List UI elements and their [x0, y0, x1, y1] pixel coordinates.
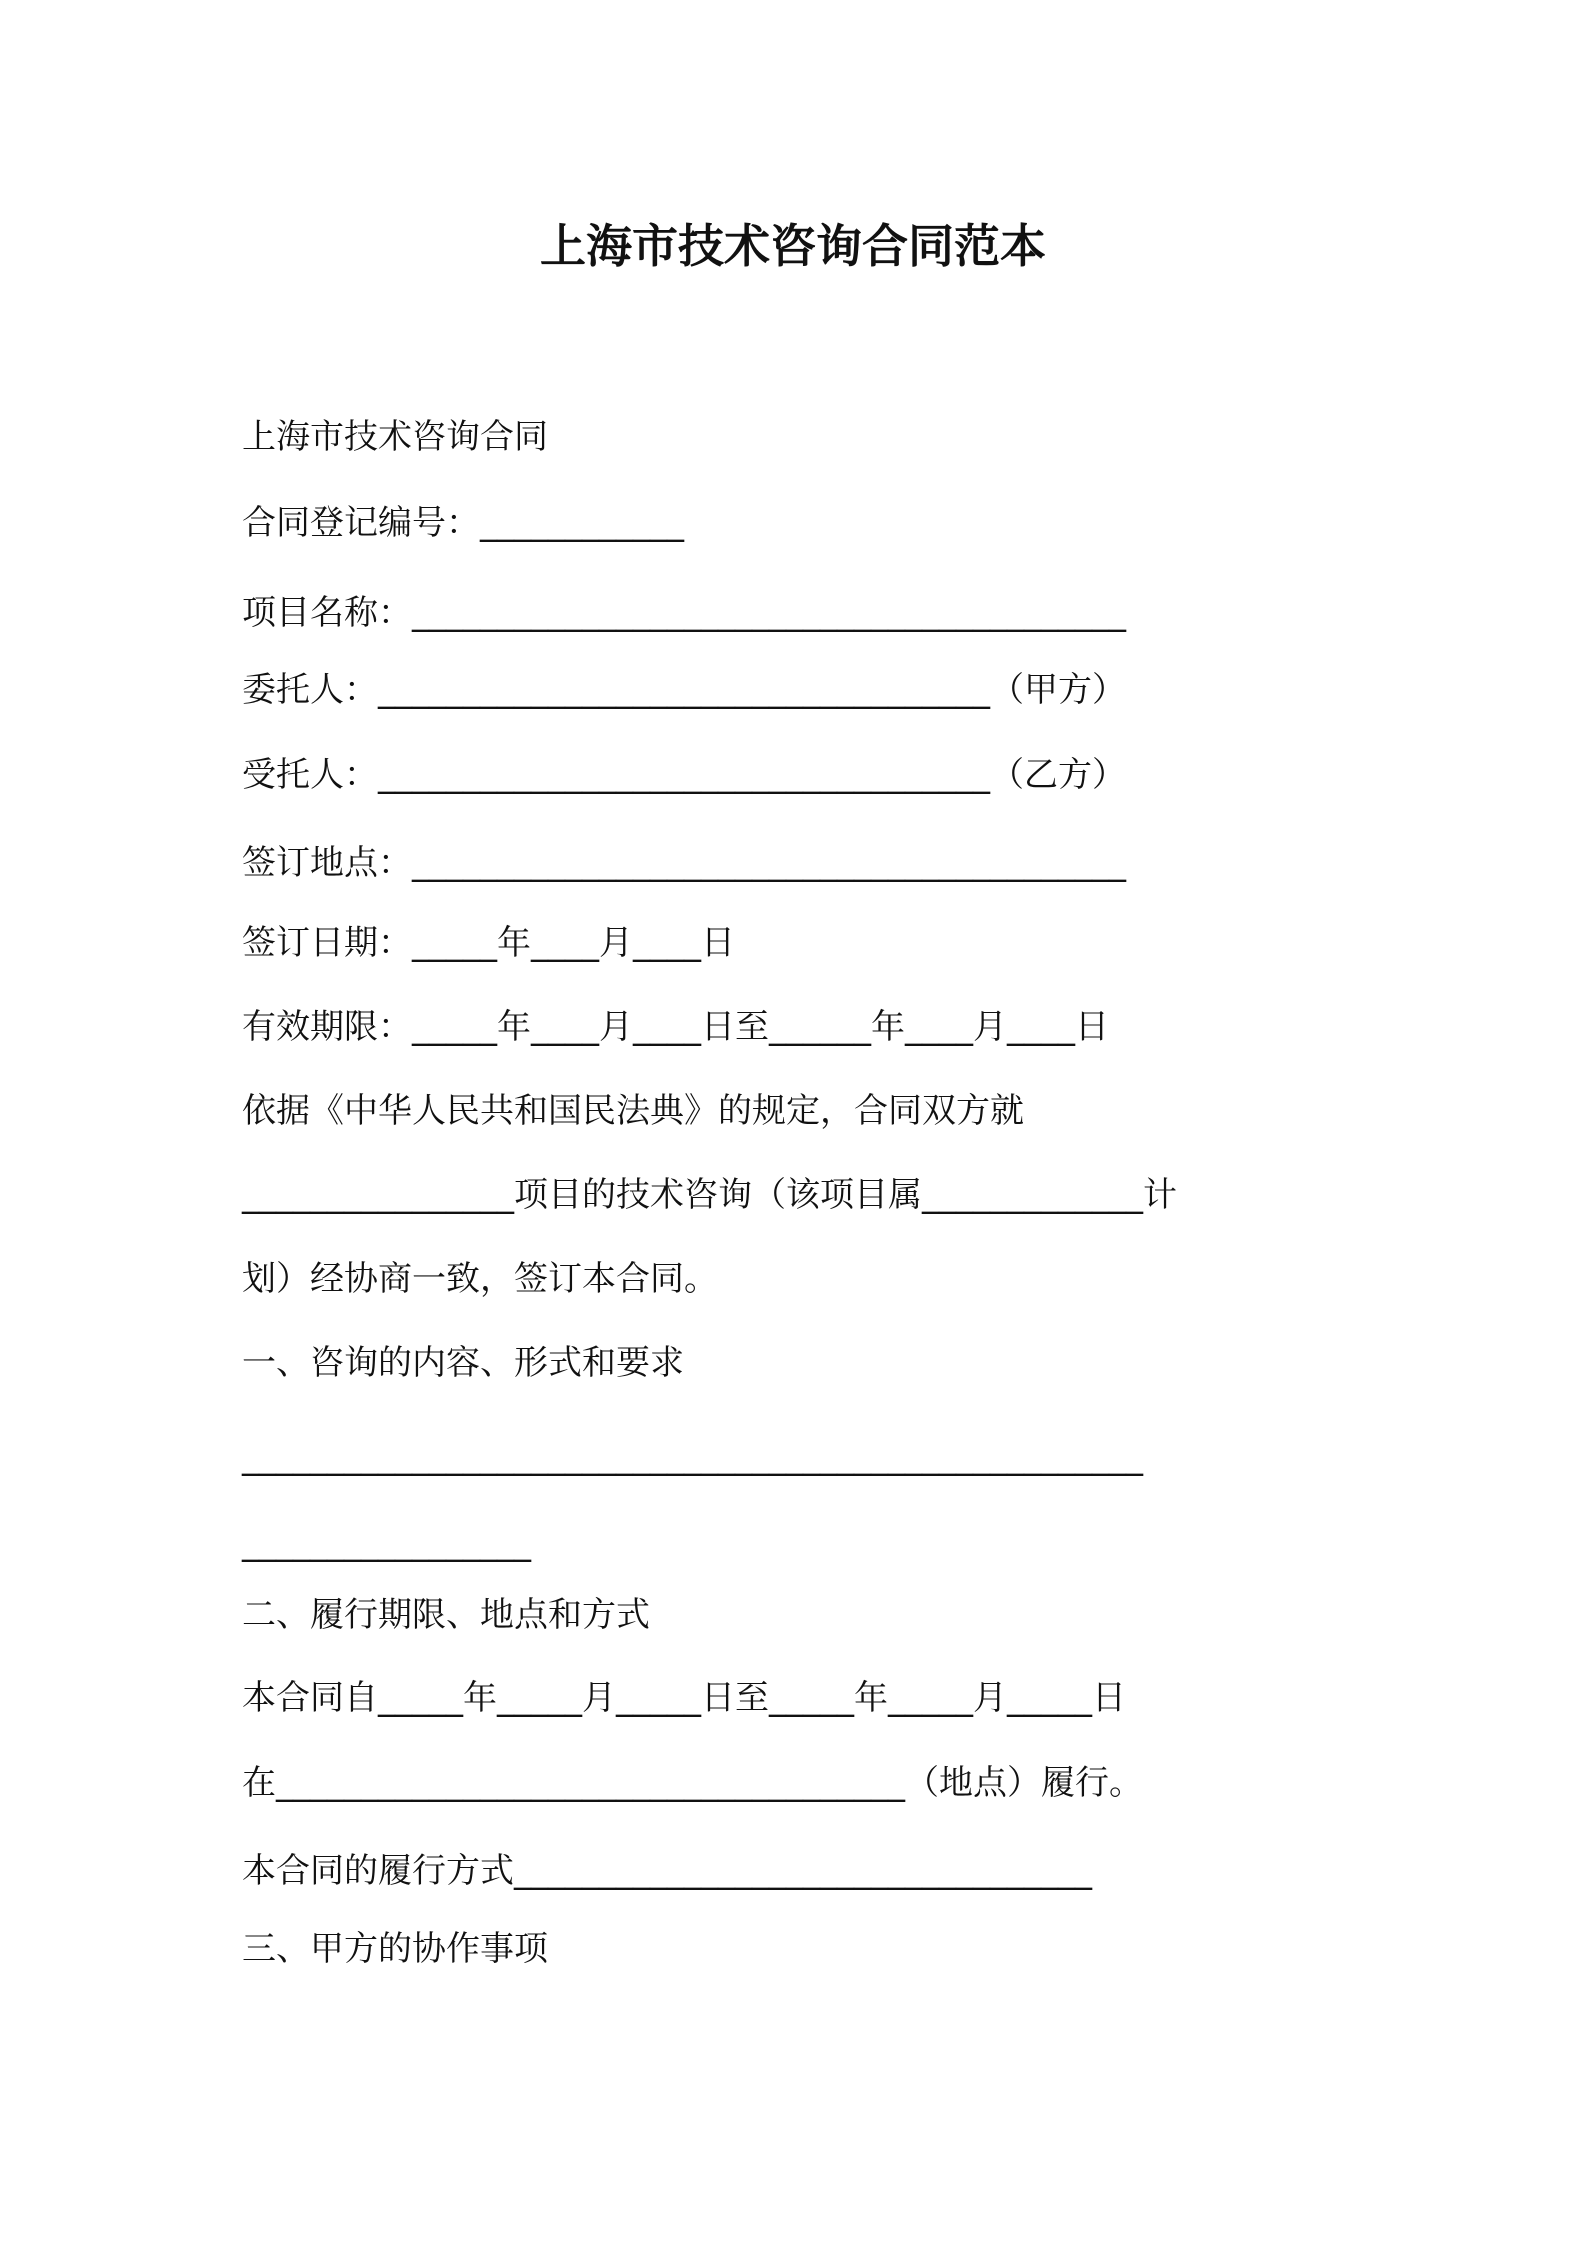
performance-place-line: 在_____________________________________（地点）履行。 [242, 1763, 1143, 1803]
section-heading-1: 一、咨询的内容、形式和要求 [242, 1343, 684, 1383]
consultant-line: 受托人：____________________________________（乙方） [242, 755, 1126, 795]
signing-date-line: 签订日期：_____年____月____日 [242, 923, 735, 963]
section-heading-2: 二、履行期限、地点和方式 [242, 1595, 650, 1635]
section-heading-3: 三、甲方的协作事项 [242, 1929, 548, 1969]
client-line: 委托人：____________________________________（甲方） [242, 670, 1126, 710]
validity-period-line: 有效期限：_____年____月____日至______年____月____日 [242, 1007, 1109, 1047]
project-name-line: 项目名称：__________________________________________ [242, 593, 1126, 633]
basis-paragraph-line-1: 依据《中华人民共和国民法典》的规定，合同双方就 [242, 1091, 1024, 1131]
basis-paragraph-line-3: 划）经协商一致，签订本合同。 [242, 1259, 718, 1299]
basis-paragraph-line-2: ________________项目的技术咨询（该项目属_____________计 [242, 1175, 1177, 1215]
contract-name: 上海市技术咨询合同 [242, 417, 548, 457]
performance-method-line: 本合同的履行方式__________________________________ [242, 1851, 1092, 1891]
registration-number-line: 合同登记编号：____________ [242, 503, 684, 543]
performance-term-line: 本合同自_____年_____月_____日至_____年_____月_____日 [242, 1678, 1126, 1718]
signing-place-line: 签订地点：__________________________________________ [242, 843, 1126, 883]
document-title: 上海市技术咨询合同范本 [540, 219, 1046, 273]
section-1-blank-line-2: _________________ [242, 1523, 531, 1563]
section-1-blank-line-1: _____________________________________________________ [242, 1437, 1143, 1477]
